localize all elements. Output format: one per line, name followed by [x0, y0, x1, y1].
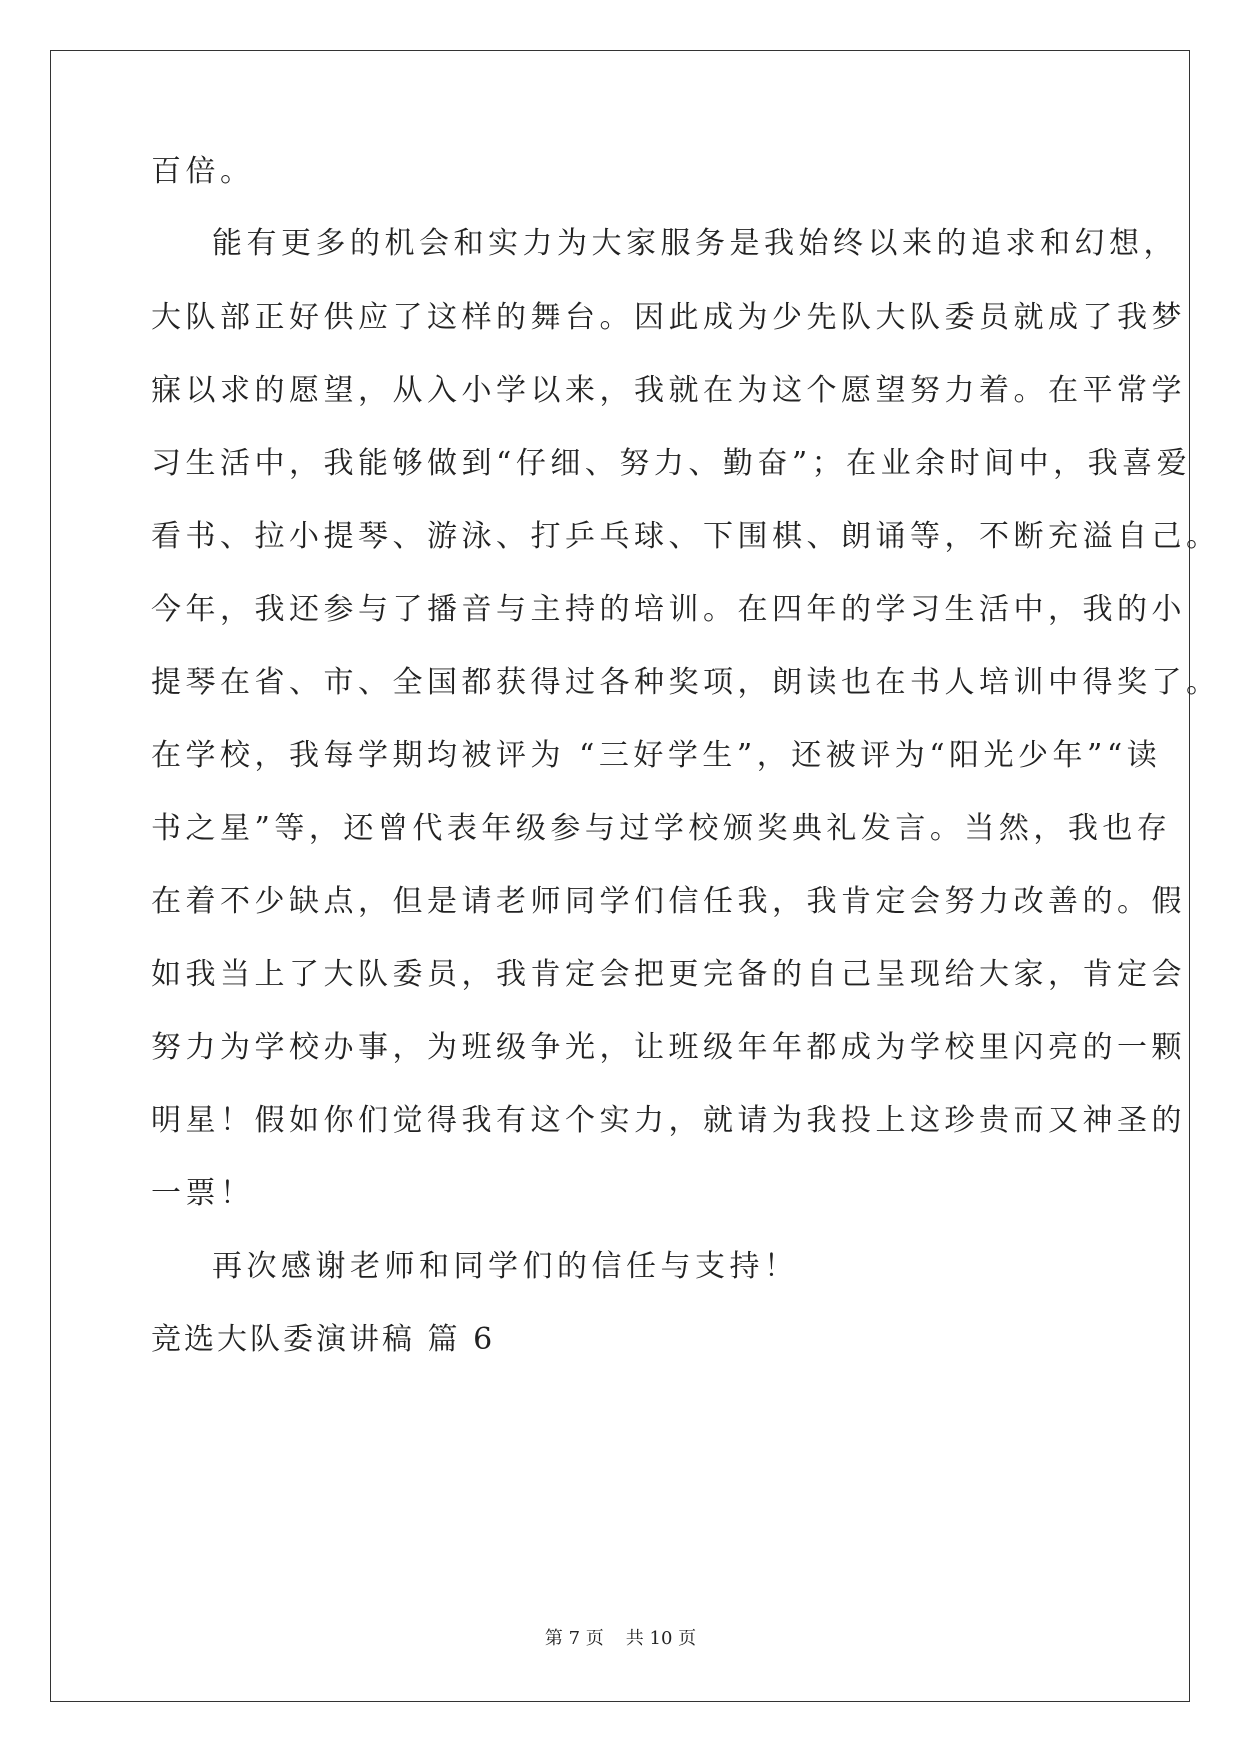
page-number-total: 共 10 页: [625, 1628, 697, 1649]
paragraph-first-line: 能有更多的机会和实力为大家服务是我始终以来的追求和幻想，: [212, 226, 1178, 261]
page-footer: [0, 1627, 1241, 1651]
page-number-current: 第 7 页: [544, 1628, 604, 1649]
text-line: 一票！: [151, 1176, 255, 1211]
text-line: 寐以求的愿望，从入小学以来，我就在为这个愿望努力着。在平常学: [151, 373, 1186, 408]
text-line: 如我当上了大队委员，我肯定会把更完备的自己呈现给大家，肯定会: [151, 957, 1186, 992]
paragraph-first-line: 再次感谢老师和同学们的信任与支持！: [212, 1249, 799, 1284]
text-line: 书之星”等，还曾代表年级参与过学校颁奖典礼发言。当然，我也存: [151, 811, 1172, 846]
text-line: 今年，我还参与了播音与主持的培训。在四年的学习生活中，我的小: [151, 592, 1186, 627]
text-line: 看书、拉小提琴、游泳、打乒乓球、下围棋、朗诵等，不断充溢自己。: [151, 519, 1221, 554]
text-line: 明星！假如你们觉得我有这个实力，就请为我投上这珍贵而又神圣的: [151, 1103, 1186, 1138]
text-line: 提琴在省、市、全国都获得过各种奖项，朗读也在书人培训中得奖了。: [151, 665, 1221, 700]
text-line: 习生活中，我能够做到“仔细、努力、勤奋”；在业余时间中，我喜爱: [151, 446, 1192, 481]
text-line: 大队部正好供应了这样的舞台。因此成为少先队大队委员就成了我梦: [151, 300, 1186, 335]
text-line: 努力为学校办事，为班级争光，让班级年年都成为学校里闪亮的一颗: [151, 1030, 1186, 1065]
section-heading: 竞选大队委演讲稿 篇 6: [151, 1322, 496, 1357]
text-line: 百倍。: [151, 154, 255, 189]
text-line: 在学校，我每学期均被评为 “三好学生”，还被评为“阳光少年”“读: [151, 738, 1162, 773]
text-line: 在着不少缺点，但是请老师同学们信任我，我肯定会努力改善的。假: [151, 884, 1186, 919]
